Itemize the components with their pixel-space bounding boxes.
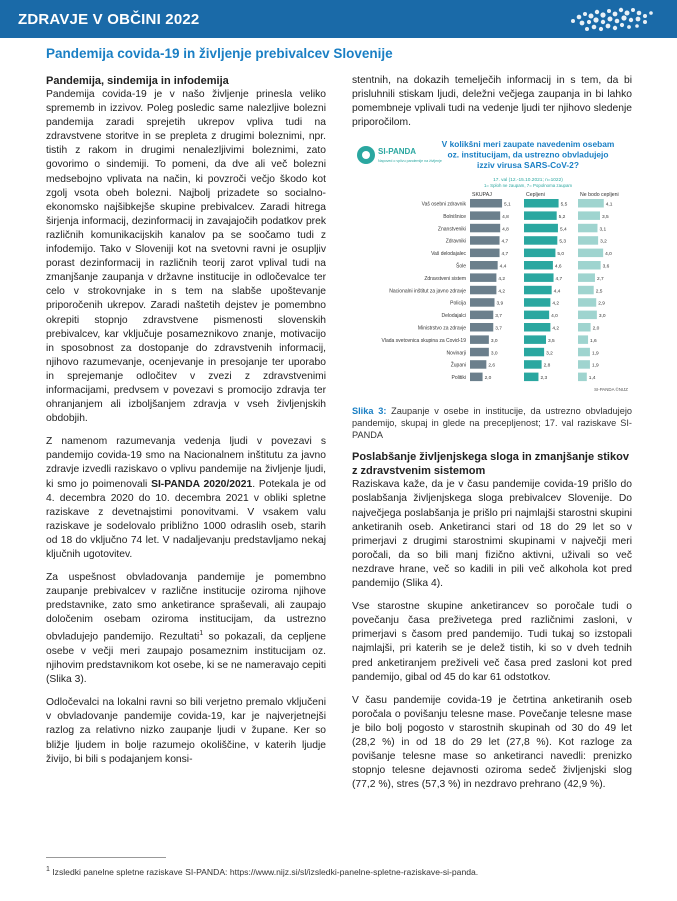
bar [578, 261, 601, 270]
chart-subtitle: 17. val (12.-15.10.2021; n=1022) [493, 178, 563, 184]
data-label: 1,9 [591, 364, 599, 370]
bar [524, 224, 558, 233]
page-title: Pandemija covida-19 in življenje prebivalcev Slovenije [46, 46, 393, 61]
data-label: 3,5 [548, 339, 555, 345]
category-label: Delodajalci [441, 313, 466, 320]
bar [470, 336, 489, 345]
bar [470, 348, 489, 357]
bar [470, 199, 502, 208]
figure-caption-text: Zaupanje v osebe in institucije, da ustrezno obvladujejo pandemijo, skupaj in glede na precepljenost; 17. val raziskave SI-PANDA [352, 406, 632, 441]
series-header-1: Cepljeni [526, 192, 545, 199]
data-label: 5,1 [504, 202, 511, 208]
category-label: Šole [455, 263, 466, 270]
data-label: 4,1 [605, 202, 613, 208]
bar [524, 199, 559, 208]
data-label: 3,7 [495, 314, 502, 320]
data-label: 3,9 [496, 302, 504, 308]
figure-caption-label: Slika 3: [352, 406, 387, 417]
paragraph-2-text-a: Z namenom razumevanja vedenja ljudi v povezavi s pandemijo covida-19 smo na Nacionalnem inštitutu za javno zdravje izvedli raziskavo o vplivu pandemije na življenje ljudi, ki smo jo poimenovali [46, 436, 326, 490]
bar [578, 323, 591, 332]
data-label: 3,5 [602, 215, 609, 221]
data-label: 1,6 [590, 339, 597, 345]
si-panda-name: SI-PANDA 2020/2021 [151, 478, 253, 490]
header-title: ZDRAVJE V OBČINI 2022 [18, 11, 200, 28]
paragraph-2-text-b: . Potekala je od 4. decembra 2020 do 10. decembra 2021 v obliki spletne raziskave z devetnajstimi ponovitvami. V vsakem valu raziskave je sodelovalo približno 1000 odraslih oseb, starih od 18 do vključno 74 let. V nadaljevanju predstavljamo nekaj ključnih ugotovitev. [46, 478, 326, 560]
category-label: Ministrstvo za zdravje [417, 325, 466, 332]
bar [524, 348, 544, 357]
category-label: Vaš delodajalec [431, 251, 466, 258]
bar [470, 286, 496, 295]
paragraph-7: V času pandemije covida-19 je četrtina anketiranih oseb poročala o povišanju telesne mase. Povečanje telesne mase je bilo bolj pogosto v starostnih skupinah od 30 do 49 let (28,2 %) in od 18 do 29 let (27,8 %). Kot razloge za povišanje telesne mase so anketiranci navedli: prenizko stopnjo telesne dejavnosti oziroma sedeč življenjski slog (77,2 %), stres (57,3 %) in nezdravo prehrano (42,9 %). [352, 694, 632, 791]
category-label: Nacionalni inštitut za javno zdravje [389, 288, 466, 295]
data-label: 2,7 [596, 277, 604, 283]
data-label: 3,1 [599, 227, 607, 233]
data-label: 2,9 [598, 302, 605, 308]
bar [524, 261, 553, 270]
data-label: 4,0 [551, 314, 558, 320]
bar [470, 261, 498, 270]
bar [578, 336, 588, 345]
category-label: Vlada svetovnica skupina za Covid-19 [381, 338, 466, 345]
category-label: Zdravstveni sistem [424, 276, 466, 283]
bar [470, 212, 500, 221]
data-label: 2,0 [484, 376, 492, 382]
si-panda-logo-dot-icon [362, 151, 370, 159]
data-label: 2,5 [595, 289, 603, 295]
bar [578, 348, 590, 357]
data-label: 3,0 [490, 339, 498, 345]
bar [578, 237, 598, 246]
bar [524, 311, 549, 320]
footnote-ref[interactable]: 1 [199, 630, 204, 638]
chart-title-line: oz. institucijam, da ustrezno obvladujejo [447, 149, 609, 160]
data-label: 4,4 [553, 289, 561, 295]
chart-source: SI-PANDA ©NIJZ [594, 387, 628, 393]
bar [578, 286, 594, 295]
data-label: 2,8 [543, 364, 551, 370]
chart-scale-note: 1= Sploh ne zaupam, 7= Popolnoma zaupam [483, 183, 573, 189]
logo-subtext: Napoved o vplivu pandemije na življenje [378, 159, 442, 164]
paragraph-3-text-a: Za uspešnost obvladovanja pandemije je pomembno zaupanje prebivalcev v različne institucije oziroma njihove predstavnike, zato smo anketirance spraševali, ali zaupajo določenim osebam oziroma institucijam, da ustrezno obvladujejo pandemijo. Rezultati [46, 572, 326, 643]
paragraph-5: Raziskava kaže, da je v času pandemije covida-19 prišlo do poslabšanja življenjskega sloga prebivalcev Slovenije. Do največjega poslabšanja je prišlo pri najmlajši starostni skupini anketiranih oseb. Anketiranci stari od 18 do 29 let so v primerjavi z drugimi starostnimi skupinami v največji meri poročali, da so bili manj fizično aktivni, uživali so več nezdrave hrane, več so kadili in pili več alkohola kot pred pandemijo (Slika 4). [352, 479, 632, 590]
category-label: Župani [450, 363, 466, 370]
left-column [46, 74, 326, 776]
category-label: Novinarji [446, 350, 466, 357]
bar [524, 361, 542, 370]
chart-title-line: V kolikšni meri zaupate navedenim osebam [441, 139, 615, 150]
bar [578, 249, 603, 258]
data-label: 4,8 [502, 215, 509, 221]
bar [578, 274, 595, 283]
chart-title-line: izziv virusa SARS-CoV-2? [477, 160, 579, 171]
section-heading-lifestyle: Poslabšanje življenjskega sloga in zmanjšanje stikov z zdravstvenim sistemom [352, 451, 629, 478]
bar [524, 274, 554, 283]
bar [578, 299, 596, 308]
paragraph-3-text-b: so pokazali, da cepljene osebe v večji meri zaupajo posameznim institucijam oz. njihovim predstavnikom kot osebe, ki se ne nameravajo cepiti (Slika 3). [46, 631, 326, 686]
data-label: 5,0 [557, 252, 565, 258]
data-label: 1,9 [591, 351, 599, 357]
bar [524, 299, 550, 308]
bar [524, 373, 538, 382]
bar [578, 373, 587, 382]
data-label: 2,3 [540, 376, 548, 382]
data-label: 5,3 [559, 240, 566, 246]
paragraph-2 [46, 435, 326, 562]
paragraph-6: Vse starostne skupine anketirancev so poročale tudi o povečanju časa preživetega pred različnimi zasloni, v primerjavi s časom pred pandemijo. Tudi tukaj so izstopali najmlajši, pri katerih se je delež tistih, ki so v dveh tednih pred anketiranjem preživeli več časa pred zasloni kot pred pandemijo, gibal od 45 do kar 61 odstotkov. [352, 601, 632, 683]
category-label: Vaš osebni zdravnik [421, 201, 466, 208]
data-label: 5,2 [558, 215, 566, 221]
data-label: 4,2 [498, 289, 506, 295]
footnote-number: 1 [46, 866, 50, 873]
category-label: Policija [450, 301, 466, 308]
bar [524, 237, 557, 246]
data-label: 4,4 [499, 264, 507, 270]
trust-chart-svg [352, 139, 632, 401]
bar [578, 199, 604, 208]
category-label: Zdravniki [445, 239, 466, 246]
bar [470, 249, 500, 258]
logo-text: SI-PANDA [378, 147, 417, 157]
bar [470, 224, 500, 233]
bar [470, 323, 493, 332]
footnote [46, 866, 646, 877]
paragraph-3 [46, 571, 326, 687]
paragraph-1: Pandemija covida-19 je v našo življenje prinesla veliko sprememb in izzivov. Poleg posledic same nalezljive bolezni pandemija zaradi sprejetih ukrepov vpliva tudi na zdravstvene storitve in se prepleta z drugimi boleznimi, npr. tistih z rakom in drugimi nenalezljivimi boleznimi, zato govorimo o sindemiji. To pomeni, da dve ali več bolezni medsebojno vplivata na način, ki povzroči večjo škodo kot zgolj vsota obeh bolezni. Najbolj prizadete so socialno-ekonomsko najšibkejše skupine prebivalcev. Zaradi hitrega širjenja informacij, dezinformacij in zavajajočih podatkov prek različnih komunikacijskih kanalov pa se soočamo tudi z infodemijo. Tako v Sloveniji kot na svetovni ravni je osupljiv porast dezinformacij in različnih teorij zarot vplival tudi na zmanjšanje zaupanja v državne institucije in odločevalce ter celo v strokovnjake in s tem na slabše upoštevanje priporočenih ukrepov. Zaradi naštetih dejstev je pomembno okrepiti stopnjo zdravstvene pismenosti slovenskih prebivalcev, kar vključuje posameznikovo znanje, motivacijo in sposobnost za dostopanje do zdravstvenih informacij, njihovo razumevanje, ocenjevanje in presojanje ter uporabo in sprejemanje odločitev v zvezi z zdravstvenimi informacijami, predvsem v povezavi s promocijo zdravja ter ohranjanjem ali izboljšanjem zdravja v vseh življenjskih obdobjih. [46, 89, 326, 425]
bar [524, 323, 550, 332]
slovenia-map-logo-icon [567, 5, 659, 35]
data-label: 2,6 [488, 364, 496, 370]
data-label: 4,6 [554, 264, 562, 270]
data-label: 4,8 [502, 227, 509, 233]
data-label: 3,2 [546, 351, 553, 357]
bar [578, 224, 597, 233]
footnote-divider [46, 857, 166, 858]
bar [470, 311, 493, 320]
data-label: 3,0 [490, 351, 498, 357]
data-label: 3,7 [495, 326, 502, 332]
section-heading-pandemija: Pandemija, sindemija in infodemija [46, 75, 229, 87]
data-label: 3,6 [602, 264, 610, 270]
series-header-0: SKUPAJ [472, 192, 492, 199]
bar [524, 286, 552, 295]
category-label: Politiki [451, 375, 466, 382]
footnote-text[interactable]: Izsledki panelne spletne raziskave SI-PANDA: https://www.nijz.si/sl/izsledki-panelne-spletne-raziskave-si-panda. [49, 866, 479, 877]
bar [578, 361, 590, 370]
trust-chart [352, 139, 632, 401]
data-label: 4,7 [555, 277, 563, 283]
data-label: 3,2 [600, 240, 607, 246]
data-label: 3,0 [598, 314, 606, 320]
data-label: 4,2 [552, 326, 560, 332]
data-label: 1,4 [588, 376, 596, 382]
bar [578, 212, 600, 221]
data-label: 5,5 [560, 202, 568, 208]
bar [578, 311, 597, 320]
data-label: 4,2 [552, 302, 560, 308]
bar [470, 274, 496, 283]
category-label: Bolnišnice [443, 214, 466, 221]
data-label: 4,7 [501, 240, 509, 246]
bar [470, 361, 486, 370]
data-label: 4,7 [501, 252, 509, 258]
bar [524, 249, 555, 258]
category-label: Znanstveniki [437, 226, 466, 233]
right-column [352, 74, 632, 801]
bar [470, 237, 500, 246]
paragraph-4: Odločevalci na lokalni ravni so bili verjetno premalo vključeni v obvladovanje pandemije covida-19, kar je najverjetnejši razlog za relativno nizko zaupanje ljudi v župane. Ker so bližje ljudem in bolje razumejo okoliščine, v katerih ljudje živijo, bi bili s podajanjem konsi- [46, 697, 326, 765]
figure-caption [352, 405, 632, 441]
bar [524, 212, 557, 221]
page-header [0, 0, 677, 38]
paragraph-continued: stentnih, na dokazih temelječih informacij in s tem, da bi prisluhnili stiskam ljudi, deležni večjega zaupanja in bi lahko pomembneje vplivali tudi na vedenje ljudi ter njihovo sledenje priporočilom. [352, 75, 632, 129]
data-label: 4,0 [605, 252, 612, 258]
data-label: 5,4 [559, 227, 567, 233]
data-label: 2,0 [592, 326, 600, 332]
data-label: 4,2 [498, 277, 506, 283]
bar [470, 299, 495, 308]
bar [470, 373, 483, 382]
bar [524, 336, 546, 345]
series-header-2: Ne bodo cepljeni [580, 192, 619, 199]
